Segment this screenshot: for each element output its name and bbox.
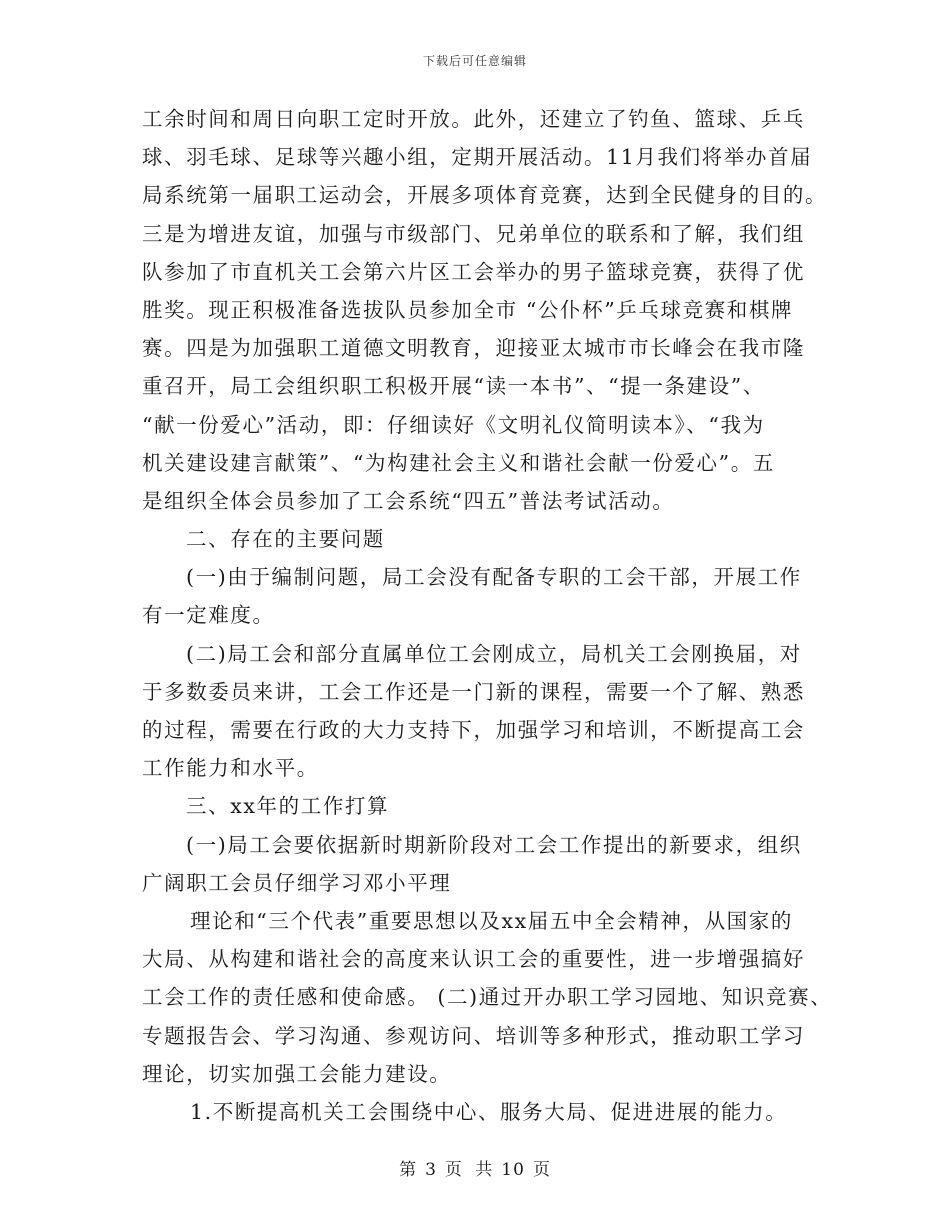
body-text-line: 工作能力和水平。 (142, 756, 319, 781)
body-text-line: 工会工作的责任感和使命感。 (二)通过开办职工学习园地、知识竞赛、 (142, 985, 833, 1010)
footer-current-page: 3 (425, 1160, 437, 1180)
body-text-line: 球、羽毛球、足球等兴趣小组，定期开展活动。11月我们将举办首届 (142, 145, 813, 170)
body-text-line: 三、xx年的工作打算 (186, 794, 390, 819)
footer-total-pages: 10 (501, 1160, 525, 1180)
body-text-line: (一)由于编制问题，局工会没有配备专职的工会干部，开展工作 (186, 565, 802, 590)
body-text-line: 局系统第一届职工运动会，开展多项体育竞赛，达到全民健身的目的。 (142, 183, 828, 208)
body-text-line: 1.不断提高机关工会围绕中心、服务大局、促进进展的能力。 (190, 1099, 788, 1124)
footer-middle: 页 共 (444, 1160, 494, 1180)
body-text-line: 重召开，局工会组织职工积极开展“读一本书”、“提一条建设”、 (142, 374, 765, 399)
body-text-line: 于多数委员来讲，工会工作还是一门新的课程，需要一个了解、熟悉 (142, 679, 805, 704)
footer-prefix: 第 (399, 1160, 418, 1180)
body-text-line: 胜奖。现正积极准备选拔队员参加全市 “公仆杯”乒乓球竞赛和棋牌 (142, 297, 794, 322)
body-text-line: 是组织全体会员参加了工会系统“四五”普法考试活动。 (142, 488, 675, 513)
body-text-line: 大局、从构建和谐社会的高度来认识工会的重要性，进一步增强搞好 (142, 947, 805, 972)
page-footer (0, 1155, 950, 1180)
body-text-line: 理论和“三个代表”重要思想以及xx届五中全会精神，从国家的 (190, 908, 793, 933)
footer-suffix: 页 (532, 1160, 551, 1180)
body-text-line: 理论，切实加强工会能力建设。 (142, 1061, 452, 1086)
body-text-line: “献一份爱心”活动，即：仔细读好《文明礼仪简明读本》、“我为 (142, 412, 765, 437)
body-text-line: (二)局工会和部分直属单位工会刚成立，局机关工会刚换届，对 (186, 641, 802, 666)
body-text-line: 二、存在的主要问题 (186, 527, 385, 552)
body-text-line: 队参加了市直机关工会第六片区工会举办的男子篮球竞赛，获得了优 (142, 259, 805, 284)
body-text-line: 机关建设建言献策”、“为构建社会主义和谐社会献一份爱心”。五 (142, 450, 775, 475)
body-text-line: 广阔职工会员仔细学习邓小平理 (142, 870, 452, 895)
body-text-line: 专题报告会、学习沟通、参观访问、培训等多种形式，推动职工学习 (142, 1023, 805, 1048)
body-text-line: 工余时间和周日向职工定时开放。此外，还建立了钓鱼、篮球、乒乓 (142, 107, 805, 131)
body-text-line: 的过程，需要在行政的大力支持下，加强学习和培训，不断提高工会 (142, 718, 805, 742)
body-text-line: 有一定难度。 (142, 603, 275, 628)
document-body (142, 100, 832, 1131)
body-text-line: (一)局工会要依据新时期新阶段对工会工作提出的新要求，组织 (186, 832, 802, 857)
body-text-line: 赛。四是为加强职工道德文明教育，迎接亚太城市市长峰会在我市隆 (142, 336, 805, 361)
body-text-line: 三是为增进友谊，加强与市级部门、兄弟单位的联系和了解，我们组 (142, 221, 805, 246)
page-header-note: 下载后可任意编辑 (422, 54, 527, 68)
